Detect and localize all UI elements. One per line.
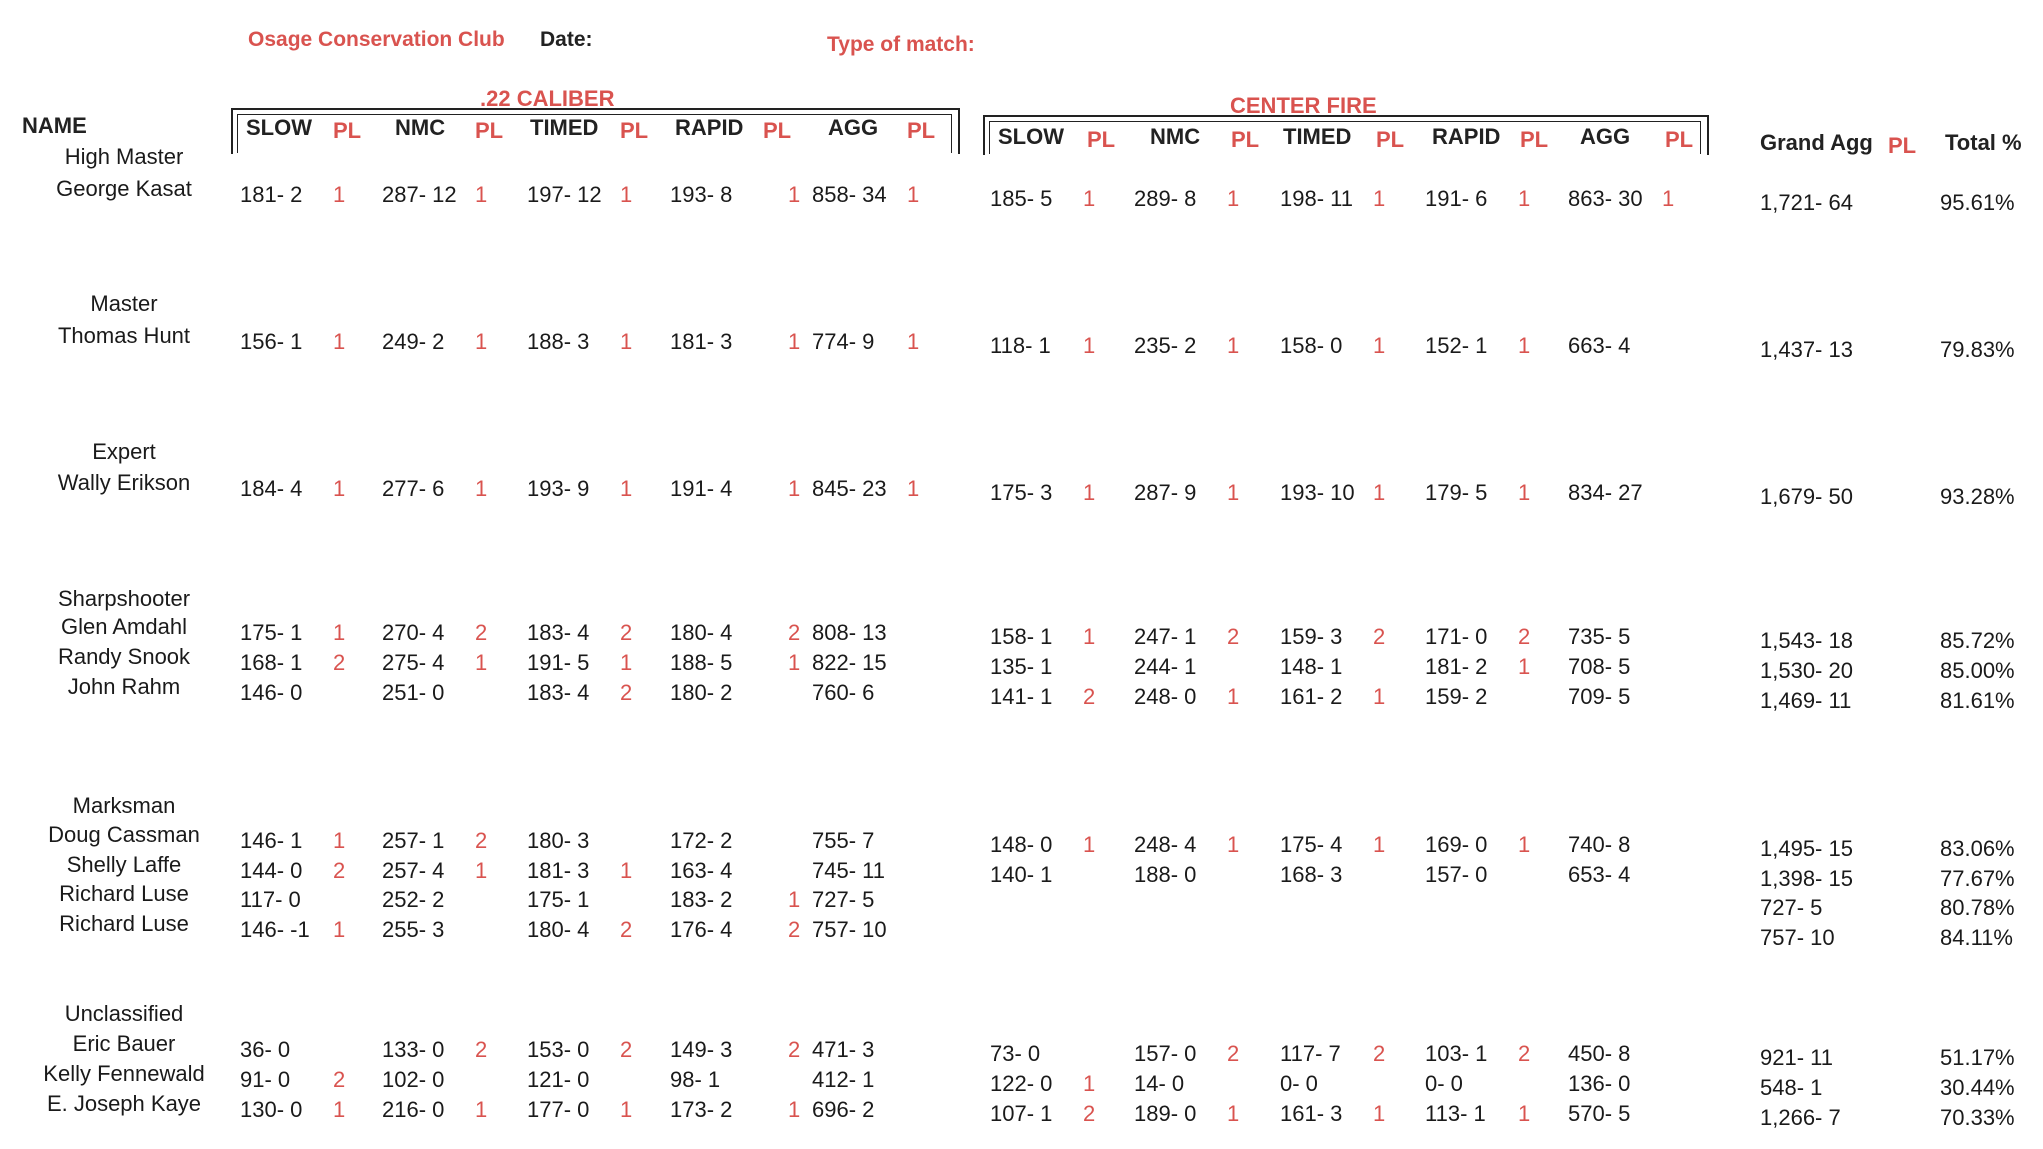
match-type-label: Type of match: (827, 33, 975, 56)
col-cf-timed-pl-header: PL (1376, 127, 1405, 152)
col-cf-slow-header: SLOW (998, 124, 1064, 149)
place-cf-cell: 1 (1083, 1071, 1096, 1096)
score-22-cell: 156- 1 (240, 329, 303, 354)
score-22-cell: 133- 0 (382, 1037, 445, 1062)
score-cf-cell: 148- 0 (990, 832, 1053, 857)
col-22-agg-header: AGG (828, 115, 879, 140)
score-22-cell: 257- 1 (382, 828, 445, 853)
score-22-cell: 183- 4 (527, 680, 590, 705)
place-22-cell: 1 (620, 650, 633, 675)
score-cf-cell: 141- 1 (990, 684, 1053, 709)
score-cf-cell: 188- 0 (1134, 862, 1197, 887)
place-22-cell: 1 (788, 1097, 801, 1122)
score-cf-cell: 193- 10 (1280, 480, 1355, 505)
place-22-cell: 1 (620, 476, 633, 501)
score-cf-cell: 157- 0 (1134, 1041, 1197, 1066)
place-cf-cell: 1 (1518, 832, 1531, 857)
score-cf-cell: 158- 0 (1280, 333, 1343, 358)
grand-agg-cell: 548- 1 (1760, 1075, 1823, 1100)
score-cf-cell: 168- 3 (1280, 862, 1343, 887)
score-cf-cell: 158- 1 (990, 624, 1053, 649)
place-22-cell: 1 (333, 620, 346, 645)
score-cf-cell: 185- 5 (990, 186, 1053, 211)
shooter-name: Shelly Laffe (66, 852, 182, 877)
shooter-name: Doug Cassman (48, 822, 200, 847)
score-22-cell: 270- 4 (382, 620, 445, 645)
score-cf-cell: 175- 4 (1280, 832, 1343, 857)
total-percent-cell: 85.72% (1940, 628, 2015, 653)
score-cf-cell: 159- 3 (1280, 624, 1343, 649)
score-cf-cell: 198- 11 (1280, 186, 1353, 211)
score-cf-cell: 161- 2 (1280, 684, 1343, 709)
col-22-nmc-header: NMC (395, 115, 446, 140)
score-cf-cell: 248- 0 (1134, 684, 1197, 709)
score-22-cell: 184- 4 (240, 476, 303, 501)
score-cf-cell: 740- 8 (1568, 832, 1631, 857)
score-cf-cell: 152- 1 (1425, 333, 1488, 358)
place-cf-cell: 2 (1373, 1041, 1386, 1066)
score-22-cell: 255- 3 (382, 917, 445, 942)
place-cf-cell: 2 (1227, 624, 1240, 649)
score-cf-cell: 159- 2 (1425, 684, 1488, 709)
score-cf-cell: 122- 0 (990, 1071, 1053, 1096)
place-22-cell: 1 (475, 650, 488, 675)
total-percent-cell: 30.44% (1940, 1075, 2015, 1100)
total-percent-cell: 80.78% (1940, 895, 2015, 920)
place-22-cell: 2 (620, 917, 633, 942)
place-cf-cell: 2 (1518, 624, 1531, 649)
score-22-cell: 760- 6 (812, 680, 875, 705)
shooter-name: Glen Amdahl (61, 614, 187, 639)
total-percent-cell: 93.28% (1940, 484, 2015, 509)
place-22-cell: 1 (620, 858, 633, 883)
place-cf-cell: 1 (1373, 480, 1386, 505)
shooter-class-label: Marksman (72, 793, 176, 818)
place-22-cell: 2 (475, 1037, 488, 1062)
score-22-cell: 163- 4 (670, 858, 733, 883)
score-22-cell: 98- 1 (670, 1067, 721, 1092)
score-cf-cell: 287- 9 (1134, 480, 1197, 505)
shooter-class-label: Unclassified (64, 1001, 184, 1026)
score-22-cell: 249- 2 (382, 329, 445, 354)
score-22-cell: 177- 0 (527, 1097, 590, 1122)
col-22-timed-header: TIMED (530, 115, 599, 140)
shooter-name: Randy Snook (57, 644, 191, 669)
score-22-cell: 168- 1 (240, 650, 303, 675)
total-percent-cell: 51.17% (1940, 1045, 2015, 1070)
score-22-cell: 183- 4 (527, 620, 590, 645)
place-cf-cell: 1 (1518, 654, 1531, 679)
place-cf-cell: 2 (1083, 1101, 1096, 1126)
place-cf-cell: 1 (1373, 684, 1386, 709)
score-22-cell: 188- 5 (670, 650, 733, 675)
place-cf-cell: 1 (1227, 333, 1240, 358)
score-22-cell: 36- 0 (240, 1037, 291, 1062)
place-22-cell: 2 (333, 858, 346, 883)
place-22-cell: 1 (907, 182, 920, 207)
grand-agg-cell: 757- 10 (1760, 925, 1835, 950)
place-22-cell: 1 (475, 858, 488, 883)
grand-agg-cell: 1,543- 18 (1760, 628, 1853, 653)
score-cf-cell: 708- 5 (1568, 654, 1631, 679)
score-22-cell: 146- -1 (240, 917, 310, 942)
score-cf-cell: 161- 3 (1280, 1101, 1343, 1126)
col-cf-rapid-pl-header: PL (1520, 127, 1549, 152)
place-22-cell: 2 (788, 917, 801, 942)
score-22-cell: 176- 4 (670, 917, 733, 942)
shooter-name: Eric Bauer (72, 1031, 176, 1056)
score-22-cell: 180- 4 (670, 620, 733, 645)
place-cf-cell: 2 (1083, 684, 1096, 709)
score-cf-cell: 118- 1 (990, 333, 1051, 358)
grand-agg-cell: 921- 11 (1760, 1045, 1833, 1070)
place-22-cell: 1 (333, 917, 346, 942)
score-22-cell: 191- 5 (527, 650, 590, 675)
shooter-name: Thomas Hunt (57, 323, 191, 348)
score-22-cell: 257- 4 (382, 858, 445, 883)
shooter-name: Wally Erikson (57, 470, 191, 495)
score-22-cell: 130- 0 (240, 1097, 303, 1122)
place-22-cell: 2 (475, 828, 488, 853)
col-cf-rapid-header: RAPID (1432, 124, 1501, 149)
col-grand-agg-header: Grand Agg (1760, 130, 1873, 155)
grand-agg-cell: 1,530- 20 (1760, 658, 1853, 683)
col-grand-pl-header: PL (1888, 133, 1917, 158)
total-percent-cell: 79.83% (1940, 337, 2015, 362)
caliber-group-title: .22 CALIBER (480, 86, 615, 111)
place-22-cell: 1 (907, 476, 920, 501)
place-22-cell: 1 (333, 828, 346, 853)
score-22-cell: 858- 34 (812, 182, 887, 207)
score-cf-cell: 247- 1 (1134, 624, 1197, 649)
score-22-cell: 251- 0 (382, 680, 445, 705)
place-22-cell: 1 (475, 329, 488, 354)
score-22-cell: 117- 0 (240, 887, 301, 912)
total-percent-cell: 70.33% (1940, 1105, 2015, 1130)
score-cf-cell: 244- 1 (1134, 654, 1197, 679)
col-cf-agg-header: AGG (1580, 124, 1631, 149)
score-22-cell: 191- 4 (670, 476, 733, 501)
score-cf-cell: 14- 0 (1134, 1071, 1185, 1096)
col-22-rapid-pl-header: PL (763, 118, 792, 143)
score-22-cell: 180- 4 (527, 917, 590, 942)
club-name: Osage Conservation Club (248, 28, 505, 51)
score-22-cell: 193- 8 (670, 182, 733, 207)
score-cf-cell: 235- 2 (1134, 333, 1197, 358)
place-cf-cell: 1 (1518, 1101, 1531, 1126)
place-cf-cell: 1 (1227, 480, 1240, 505)
score-22-cell: 193- 9 (527, 476, 590, 501)
place-cf-cell: 1 (1227, 1101, 1240, 1126)
shooter-name: George Kasat (56, 176, 192, 201)
place-cf-cell: 1 (1083, 480, 1096, 505)
place-cf-cell: 1 (1373, 333, 1386, 358)
score-cf-cell: 863- 30 (1568, 186, 1643, 211)
grand-agg-cell: 1,721- 64 (1760, 190, 1853, 215)
col-22-rapid-header: RAPID (675, 115, 744, 140)
score-cf-cell: 179- 5 (1425, 480, 1488, 505)
place-cf-cell: 1 (1373, 1101, 1386, 1126)
score-22-cell: 745- 11 (812, 858, 885, 883)
score-22-cell: 180- 3 (527, 828, 590, 853)
score-cf-cell: 181- 2 (1425, 654, 1488, 679)
total-percent-cell: 84.11% (1940, 925, 2013, 950)
col-total-header: Total % (1945, 130, 2022, 155)
col-cf-nmc-pl-header: PL (1231, 127, 1260, 152)
place-22-cell: 1 (333, 329, 346, 354)
place-cf-cell: 1 (1227, 832, 1240, 857)
score-cf-cell: 169- 0 (1425, 832, 1488, 857)
score-22-cell: 755- 7 (812, 828, 875, 853)
score-22-cell: 188- 3 (527, 329, 590, 354)
score-cf-cell: 171- 0 (1425, 624, 1488, 649)
date-label: Date: (540, 28, 593, 51)
col-cf-nmc-header: NMC (1150, 124, 1201, 149)
place-cf-cell: 1 (1227, 684, 1240, 709)
total-percent-cell: 83.06% (1940, 836, 2015, 861)
shooter-name: Richard Luse (59, 911, 189, 936)
place-cf-cell: 1 (1227, 186, 1240, 211)
total-percent-cell: 77.67% (1940, 866, 2015, 891)
place-22-cell: 2 (620, 1037, 633, 1062)
col-22-slow-pl-header: PL (333, 118, 362, 143)
score-22-cell: 181- 2 (240, 182, 303, 207)
total-percent-cell: 81.61% (1940, 688, 2015, 713)
score-22-cell: 181- 3 (670, 329, 733, 354)
place-22-cell: 1 (788, 476, 801, 501)
score-22-cell: 252- 2 (382, 887, 445, 912)
place-cf-cell: 1 (1083, 333, 1096, 358)
col-22-agg-pl-header: PL (907, 118, 936, 143)
place-cf-cell: 1 (1518, 186, 1531, 211)
score-22-cell: 172- 2 (670, 828, 733, 853)
score-22-cell: 216- 0 (382, 1097, 445, 1122)
shooter-class-label: Master (90, 291, 158, 316)
score-cf-cell: 709- 5 (1568, 684, 1631, 709)
score-22-cell: 144- 0 (240, 858, 303, 883)
score-cf-cell: 735- 5 (1568, 624, 1631, 649)
score-22-cell: 197- 12 (527, 182, 602, 207)
grand-agg-cell: 1,495- 15 (1760, 836, 1853, 861)
place-cf-cell: 2 (1227, 1041, 1240, 1066)
col-22-nmc-pl-header: PL (475, 118, 504, 143)
place-22-cell: 1 (620, 1097, 633, 1122)
col-22-slow-header: SLOW (246, 115, 312, 140)
score-cf-cell: 834- 27 (1568, 480, 1643, 505)
score-cf-cell: 248- 4 (1134, 832, 1197, 857)
shooter-name: Kelly Fennewald (43, 1061, 205, 1086)
score-22-cell: 845- 23 (812, 476, 887, 501)
score-22-cell: 287- 12 (382, 182, 457, 207)
score-22-cell: 181- 3 (527, 858, 590, 883)
total-percent-cell: 95.61% (1940, 190, 2015, 215)
score-22-cell: 808- 13 (812, 620, 887, 645)
score-cf-cell: 135- 1 (990, 654, 1053, 679)
score-cf-cell: 450- 8 (1568, 1041, 1631, 1066)
place-cf-cell: 1 (1083, 624, 1096, 649)
place-22-cell: 2 (620, 680, 633, 705)
score-cf-cell: 103- 1 (1425, 1041, 1488, 1066)
score-cf-cell: 73- 0 (990, 1041, 1041, 1066)
col-cf-slow-pl-header: PL (1087, 127, 1116, 152)
score-cf-cell: 117- 7 (1280, 1041, 1341, 1066)
place-22-cell: 2 (333, 650, 346, 675)
score-22-cell: 774- 9 (812, 329, 875, 354)
score-22-cell: 175- 1 (527, 887, 590, 912)
score-22-cell: 175- 1 (240, 620, 303, 645)
score-cf-cell: 0- 0 (1280, 1071, 1318, 1096)
score-cf-cell: 191- 6 (1425, 186, 1488, 211)
score-cf-cell: 140- 1 (990, 862, 1053, 887)
place-cf-cell: 1 (1083, 186, 1096, 211)
score-22-cell: 149- 3 (670, 1037, 733, 1062)
place-cf-cell: 1 (1373, 832, 1386, 857)
shooter-name: John Rahm (67, 674, 181, 699)
score-22-cell: 275- 4 (382, 650, 445, 675)
col-cf-timed-header: TIMED (1283, 124, 1352, 149)
score-22-cell: 471- 3 (812, 1037, 875, 1062)
place-22-cell: 2 (620, 620, 633, 645)
place-22-cell: 1 (907, 329, 920, 354)
score-22-cell: 102- 0 (382, 1067, 445, 1092)
place-22-cell: 1 (475, 1097, 488, 1122)
score-cf-cell: 653- 4 (1568, 862, 1631, 887)
place-cf-cell: 1 (1518, 480, 1531, 505)
place-22-cell: 1 (620, 182, 633, 207)
score-22-cell: 153- 0 (527, 1037, 590, 1062)
score-cf-cell: 175- 3 (990, 480, 1053, 505)
place-22-cell: 1 (333, 1097, 346, 1122)
shooter-class-label: Expert (92, 439, 156, 464)
grand-agg-cell: 1,398- 15 (1760, 866, 1853, 891)
score-cf-cell: 0- 0 (1425, 1071, 1463, 1096)
place-cf-cell: 2 (1518, 1041, 1531, 1066)
place-22-cell: 1 (788, 887, 801, 912)
grand-agg-cell: 727- 5 (1760, 895, 1823, 920)
place-22-cell: 1 (333, 182, 346, 207)
score-22-cell: 180- 2 (670, 680, 733, 705)
shooter-class-label: High Master (64, 144, 184, 169)
score-cf-cell: 148- 1 (1280, 654, 1343, 679)
place-22-cell: 1 (788, 329, 801, 354)
place-cf-cell: 1 (1662, 186, 1675, 211)
total-percent-cell: 85.00% (1940, 658, 2015, 683)
place-22-cell: 2 (788, 1037, 801, 1062)
score-22-cell: 696- 2 (812, 1097, 875, 1122)
shooter-class-label: Sharpshooter (57, 586, 191, 611)
place-cf-cell: 1 (1373, 186, 1386, 211)
place-22-cell: 1 (475, 476, 488, 501)
score-22-cell: 277- 6 (382, 476, 445, 501)
score-22-cell: 412- 1 (812, 1067, 875, 1092)
col-cf-agg-pl-header: PL (1665, 127, 1694, 152)
score-cf-cell: 189- 0 (1134, 1101, 1197, 1126)
score-22-cell: 727- 5 (812, 887, 875, 912)
place-22-cell: 1 (333, 476, 346, 501)
shooter-name: E. Joseph Kaye (46, 1091, 202, 1116)
score-22-cell: 146- 1 (240, 828, 303, 853)
score-22-cell: 121- 0 (527, 1067, 590, 1092)
centerfire-group-title: CENTER FIRE (1230, 93, 1377, 118)
place-22-cell: 1 (788, 182, 801, 207)
grand-agg-cell: 1,469- 11 (1760, 688, 1852, 713)
score-cf-cell: 136- 0 (1568, 1071, 1631, 1096)
score-22-cell: 173- 2 (670, 1097, 733, 1122)
score-cf-cell: 663- 4 (1568, 333, 1631, 358)
grand-agg-cell: 1,679- 50 (1760, 484, 1853, 509)
place-22-cell: 2 (475, 620, 488, 645)
col-22-timed-pl-header: PL (620, 118, 649, 143)
place-22-cell: 1 (620, 329, 633, 354)
shooter-name: Richard Luse (59, 881, 189, 906)
col-name-header: NAME (22, 113, 87, 138)
grand-agg-cell: 1,266- 7 (1760, 1105, 1841, 1130)
score-22-cell: 183- 2 (670, 887, 733, 912)
grand-agg-cell: 1,437- 13 (1760, 337, 1853, 362)
score-22-cell: 146- 0 (240, 680, 303, 705)
place-cf-cell: 1 (1518, 333, 1531, 358)
place-cf-cell: 1 (1083, 832, 1096, 857)
place-22-cell: 2 (788, 620, 801, 645)
place-22-cell: 1 (788, 650, 801, 675)
score-cf-cell: 107- 1 (990, 1101, 1053, 1126)
score-cf-cell: 113- 1 (1425, 1101, 1486, 1126)
score-22-cell: 757- 10 (812, 917, 887, 942)
place-cf-cell: 2 (1373, 624, 1386, 649)
place-22-cell: 2 (333, 1067, 346, 1092)
score-cf-cell: 289- 8 (1134, 186, 1197, 211)
place-22-cell: 1 (475, 182, 488, 207)
score-cf-cell: 570- 5 (1568, 1101, 1631, 1126)
score-22-cell: 822- 15 (812, 650, 887, 675)
score-22-cell: 91- 0 (240, 1067, 291, 1092)
score-cf-cell: 157- 0 (1425, 862, 1488, 887)
